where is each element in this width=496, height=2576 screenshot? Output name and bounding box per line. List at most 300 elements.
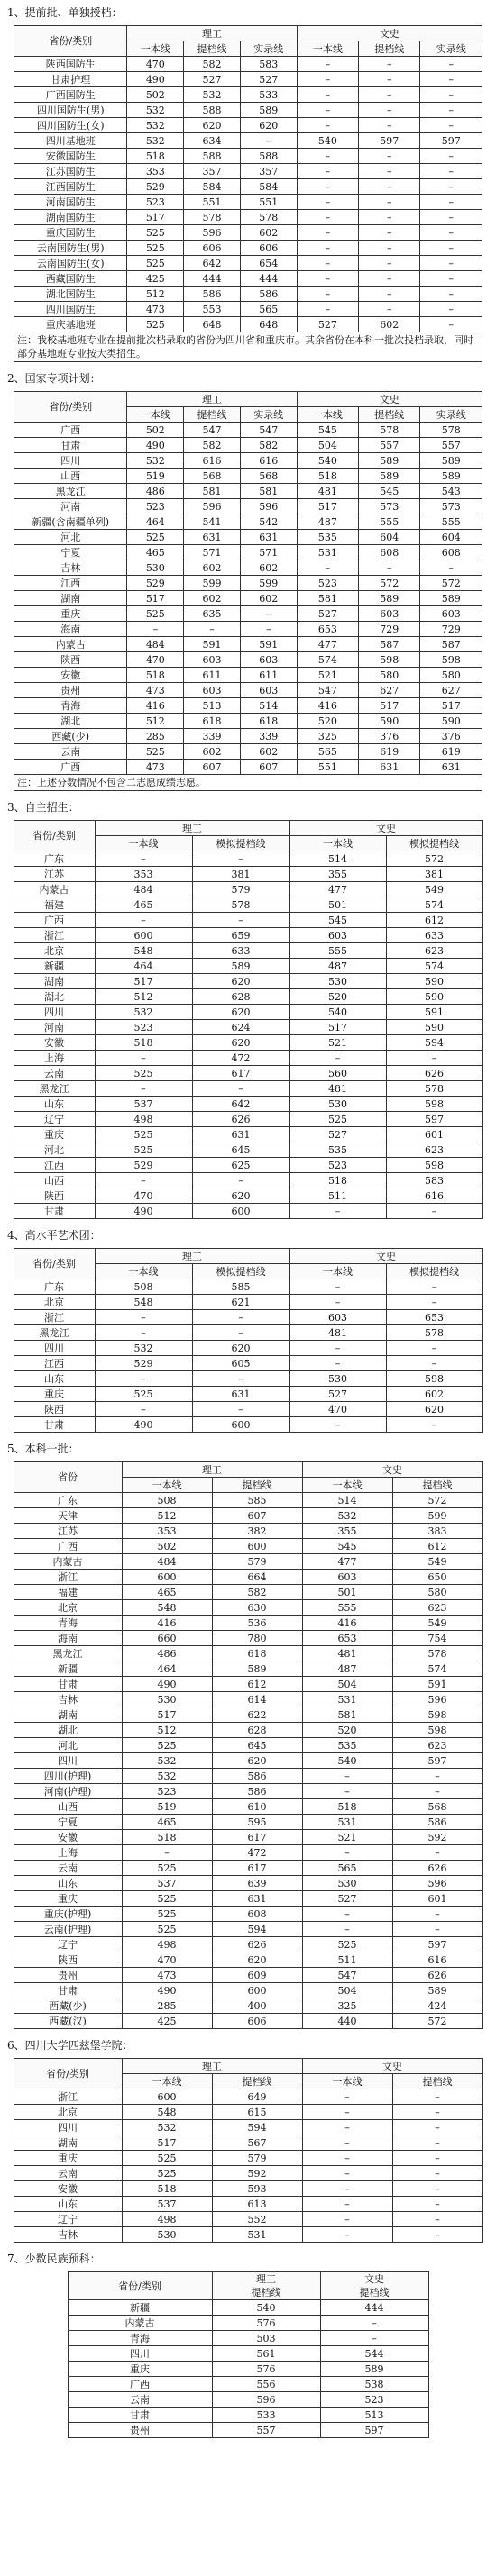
province-cell: 湖南国防生 xyxy=(14,210,127,225)
province-cell: 北京 xyxy=(14,1600,122,1616)
score-cell: – xyxy=(392,2227,482,2243)
score-cell: – xyxy=(392,1922,482,1937)
score-cell: – xyxy=(420,210,482,225)
score-cell: 621 xyxy=(192,1295,289,1310)
score-cell: 729 xyxy=(359,622,420,637)
score-cell: 465 xyxy=(127,545,184,560)
table-row xyxy=(14,1723,482,1738)
score-cell: 580 xyxy=(359,668,420,683)
table-row xyxy=(14,867,482,882)
score-cell: 633 xyxy=(192,943,289,959)
score-cell: – xyxy=(420,256,482,271)
score-cell: 487 xyxy=(302,1661,392,1677)
score-cell: – xyxy=(289,1279,386,1295)
score-cell: 574 xyxy=(386,897,482,913)
score-cell: 464 xyxy=(127,514,184,530)
sub-header: 模拟提档线 xyxy=(192,1264,289,1279)
score-cell: – xyxy=(359,164,420,179)
section-title: 5、本科一批： xyxy=(7,1443,79,1455)
province-cell: 安徽 xyxy=(14,2181,122,2197)
province-cell: 河北 xyxy=(14,1142,95,1158)
table-row xyxy=(14,729,482,744)
score-cell: 627 xyxy=(420,683,482,698)
score-cell: – xyxy=(127,622,184,637)
score-cell: 591 xyxy=(386,1005,482,1020)
score-cell: 616 xyxy=(184,453,241,469)
score-cell: 529 xyxy=(95,1356,192,1371)
province-cell: 广西 xyxy=(14,423,127,438)
province-cell: 河南(护理) xyxy=(14,1784,122,1799)
score-cell: 519 xyxy=(127,469,184,484)
score-cell: – xyxy=(386,1279,482,1295)
province-cell: 重庆 xyxy=(14,2151,122,2166)
province-cell: 甘肃 xyxy=(14,1204,95,1219)
sub-header: 一本线 xyxy=(297,41,358,57)
corner-header: 省份/类别 xyxy=(14,2059,122,2089)
score-cell: 626 xyxy=(212,1937,302,1952)
score-cell: – xyxy=(122,1845,212,1861)
score-cell: 517 xyxy=(420,698,482,714)
score-cell: 498 xyxy=(122,1937,212,1952)
score-cell: 587 xyxy=(359,637,420,652)
score-cell: 555 xyxy=(359,514,420,530)
score-cell: 586 xyxy=(392,1815,482,1830)
province-cell: 江西 xyxy=(14,576,127,591)
table-row xyxy=(14,606,482,622)
score-table xyxy=(14,1248,483,1433)
score-cell: 598 xyxy=(386,1371,482,1387)
table-row xyxy=(14,1188,482,1204)
score-cell: 600 xyxy=(95,928,192,943)
table-row xyxy=(14,1310,482,1325)
score-cell: 583 xyxy=(386,1173,482,1188)
score-cell: 586 xyxy=(184,287,241,302)
sub-header: 一本线 xyxy=(122,2074,212,2089)
province-cell: 浙江 xyxy=(14,1310,95,1325)
province-cell: 辽宁 xyxy=(14,1112,95,1127)
province-cell: 广西国防生 xyxy=(14,87,127,103)
score-cell: 518 xyxy=(297,469,358,484)
sub-header: 提档线 xyxy=(359,407,420,423)
table-row xyxy=(14,989,482,1005)
score-cell: 530 xyxy=(289,1097,386,1112)
score-cell: 477 xyxy=(302,1554,392,1570)
table-row xyxy=(14,438,482,453)
score-cell: – xyxy=(392,2120,482,2135)
province-cell: 辽宁 xyxy=(14,2212,122,2227)
score-cell: 544 xyxy=(320,2346,428,2362)
score-cell: 518 xyxy=(289,1173,386,1188)
province-cell: 黑龙江 xyxy=(14,1081,95,1097)
province-cell: 广西 xyxy=(14,1539,122,1554)
score-cell: 590 xyxy=(386,989,482,1005)
score-cell: 625 xyxy=(192,1158,289,1173)
score-cell: 596 xyxy=(392,1692,482,1707)
score-cell: 582 xyxy=(240,438,297,453)
score-cell: – xyxy=(386,1295,482,1310)
score-cell: 624 xyxy=(192,1020,289,1035)
group-header: 理工 xyxy=(95,1249,289,1264)
score-cell: – xyxy=(359,149,420,164)
province-cell: 贵州 xyxy=(68,2423,212,2438)
score-cell: 600 xyxy=(122,2089,212,2105)
score-cell: 568 xyxy=(392,1799,482,1815)
score-cell: 639 xyxy=(212,1876,302,1891)
header-row xyxy=(14,821,482,836)
table-row xyxy=(14,1539,482,1554)
table-note: 注：上述分数情况不包含二志愿成绩志愿。 xyxy=(14,775,482,791)
table-row xyxy=(14,637,482,652)
score-cell: 381 xyxy=(386,867,482,882)
score-cell: 606 xyxy=(184,241,241,256)
score-cell: – xyxy=(240,133,297,149)
table-row xyxy=(14,2120,482,2135)
sub-header: 提档线 xyxy=(184,407,241,423)
score-cell: 600 xyxy=(212,1539,302,1554)
score-cell: 416 xyxy=(127,698,184,714)
province-cell: 广东 xyxy=(14,1493,122,1508)
score-cell: 578 xyxy=(386,1325,482,1341)
score-cell: 642 xyxy=(184,256,241,271)
table-row xyxy=(14,1097,482,1112)
score-cell: 618 xyxy=(240,714,297,729)
province-cell: 湖北 xyxy=(14,1723,122,1738)
score-cell: 620 xyxy=(192,1341,289,1356)
score-cell: – xyxy=(359,560,420,576)
score-cell: 584 xyxy=(240,179,297,195)
score-cell: 542 xyxy=(240,514,297,530)
score-cell: 602 xyxy=(184,744,241,760)
table-row xyxy=(14,652,482,668)
table-row xyxy=(14,164,482,179)
table-row xyxy=(14,179,482,195)
score-cell: 600 xyxy=(212,1983,302,1998)
score-cell: – xyxy=(392,1907,482,1922)
score-cell: 540 xyxy=(302,1753,392,1769)
score-cell: 590 xyxy=(359,714,420,729)
score-cell: 616 xyxy=(386,1188,482,1204)
province-cell: 新疆 xyxy=(68,2300,212,2316)
score-cell: 602 xyxy=(240,744,297,760)
group-header xyxy=(212,2272,320,2300)
sub-header: 实录线 xyxy=(240,407,297,423)
table-row xyxy=(14,423,482,438)
score-cell: 588 xyxy=(240,149,297,164)
score-cell: – xyxy=(392,1769,482,1784)
group-header: 文史 xyxy=(289,821,482,836)
score-cell: 339 xyxy=(184,729,241,744)
score-cell: – xyxy=(297,225,358,241)
score-cell: 584 xyxy=(184,179,241,195)
score-cell: – xyxy=(297,87,358,103)
score-cell: 598 xyxy=(386,1158,482,1173)
table-row xyxy=(14,1769,482,1784)
province-cell: 湖南 xyxy=(14,1707,122,1723)
province-cell: 江西 xyxy=(14,1356,95,1371)
score-cell: 472 xyxy=(212,1845,302,1861)
score-cell: – xyxy=(95,1173,192,1188)
score-cell: 540 xyxy=(297,453,358,469)
table-row xyxy=(14,1081,482,1097)
province-cell: 重庆 xyxy=(14,1127,95,1142)
score-cell: – xyxy=(95,1325,192,1341)
score-cell: 620 xyxy=(212,1952,302,1968)
score-cell: 623 xyxy=(392,1600,482,1616)
score-cell: 545 xyxy=(289,913,386,928)
score-cell: 627 xyxy=(359,683,420,698)
score-cell: – xyxy=(297,256,358,271)
score-cell: 400 xyxy=(212,1998,302,2014)
score-cell: 473 xyxy=(127,683,184,698)
table-row xyxy=(14,1554,482,1570)
score-cell: 543 xyxy=(420,484,482,499)
score-cell: – xyxy=(192,1081,289,1097)
score-cell: 473 xyxy=(127,302,184,317)
score-cell: 484 xyxy=(95,882,192,897)
score-cell: 572 xyxy=(386,851,482,867)
score-cell: – xyxy=(359,210,420,225)
score-cell: 531 xyxy=(302,1815,392,1830)
province-cell: 广西 xyxy=(14,913,95,928)
table-row xyxy=(14,882,482,897)
corner-header: 省份/类别 xyxy=(14,392,127,423)
score-cell: – xyxy=(359,302,420,317)
table-row xyxy=(14,560,482,576)
score-cell: 617 xyxy=(212,1861,302,1876)
score-cell: – xyxy=(297,210,358,225)
score-cell: 578 xyxy=(386,1081,482,1097)
table-row xyxy=(14,287,482,302)
score-cell: – xyxy=(302,1907,392,1922)
score-cell: – xyxy=(359,271,420,287)
score-cell: – xyxy=(320,2316,428,2331)
score-cell: 490 xyxy=(95,1204,192,1219)
score-cell: – xyxy=(392,2105,482,2120)
score-cell: 481 xyxy=(289,1325,386,1341)
table-row xyxy=(14,1616,482,1631)
score-cell: 525 xyxy=(122,1907,212,1922)
score-cell: – xyxy=(192,1371,289,1387)
score-cell: 532 xyxy=(184,87,241,103)
score-cell: 525 xyxy=(127,256,184,271)
score-cell: 416 xyxy=(122,1616,212,1631)
province-cell: 云南 xyxy=(14,1861,122,1876)
table-row xyxy=(14,1325,482,1341)
table-row xyxy=(14,974,482,989)
score-cell: – xyxy=(184,622,241,637)
score-cell: 631 xyxy=(192,1387,289,1402)
score-cell: – xyxy=(289,1341,386,1356)
table-row xyxy=(14,302,482,317)
score-table xyxy=(14,820,483,1219)
table-row xyxy=(14,530,482,545)
score-cell: 473 xyxy=(127,760,184,775)
province-cell: 宁夏 xyxy=(14,545,127,560)
table-row xyxy=(68,2346,428,2362)
table-row xyxy=(14,1279,482,1295)
score-cell: 521 xyxy=(302,1830,392,1845)
score-cell: 597 xyxy=(392,1937,482,1952)
province-cell: 山东 xyxy=(14,1371,95,1387)
score-cell: 618 xyxy=(184,714,241,729)
score-cell: 578 xyxy=(240,210,297,225)
score-cell: 512 xyxy=(127,287,184,302)
group-header-line: 文史 xyxy=(364,2273,384,2285)
table-row xyxy=(14,1707,482,1723)
score-cell: – xyxy=(392,1784,482,1799)
score-cell: 477 xyxy=(289,882,386,897)
table-row xyxy=(14,668,482,683)
score-cell: – xyxy=(297,118,358,133)
province-cell: 湖南 xyxy=(14,974,95,989)
province-cell: 海南 xyxy=(14,1631,122,1646)
group-header-line: 提档线 xyxy=(359,2287,390,2298)
score-cell: – xyxy=(359,72,420,87)
score-cell: 578 xyxy=(359,423,420,438)
province-cell: 安徽 xyxy=(14,1830,122,1845)
table-row xyxy=(14,149,482,164)
corner-header: 省份/类别 xyxy=(14,821,95,851)
province-cell: 陕西 xyxy=(14,1952,122,1968)
province-cell: 河南 xyxy=(14,1020,95,1035)
score-cell: 648 xyxy=(240,317,297,332)
note-row xyxy=(14,332,482,362)
score-cell: 444 xyxy=(240,271,297,287)
table-row xyxy=(14,2212,482,2227)
table-row xyxy=(14,1585,482,1600)
sub-header: 实录线 xyxy=(240,41,297,57)
province-cell: 吉林 xyxy=(14,2227,122,2243)
score-cell: 355 xyxy=(302,1524,392,1539)
group-header: 文史 xyxy=(289,1249,482,1264)
score-cell: 581 xyxy=(184,484,241,499)
score-cell: 581 xyxy=(302,1707,392,1723)
province-cell: 安徽国防生 xyxy=(14,149,127,164)
table-row xyxy=(14,87,482,103)
corner-header: 省份/类别 xyxy=(68,2272,212,2300)
province-cell: 湖北 xyxy=(14,989,95,1005)
section-title: 7、少数民族预科： xyxy=(7,2253,101,2265)
province-cell: 吉林 xyxy=(14,560,127,576)
sub-header: 提档线 xyxy=(392,2074,482,2089)
score-cell: 605 xyxy=(192,1356,289,1371)
score-cell: 607 xyxy=(184,760,241,775)
score-cell: – xyxy=(420,164,482,179)
score-cell: 619 xyxy=(420,744,482,760)
sub-header: 实录线 xyxy=(420,407,482,423)
table-row xyxy=(14,1968,482,1983)
table-row xyxy=(14,210,482,225)
header-row xyxy=(14,1462,482,1478)
score-cell: 487 xyxy=(289,959,386,974)
score-cell: – xyxy=(359,195,420,210)
province-cell: 云南 xyxy=(68,2392,212,2408)
table-row xyxy=(14,1830,482,1845)
province-cell: 云南 xyxy=(14,1066,95,1081)
score-cell: 588 xyxy=(184,149,241,164)
score-cell: 594 xyxy=(212,2120,302,2135)
score-cell: – xyxy=(240,606,297,622)
score-cell: 511 xyxy=(302,1952,392,1968)
score-cell: – xyxy=(302,2212,392,2227)
table-row xyxy=(14,499,482,514)
score-cell: – xyxy=(359,225,420,241)
sub-header: 提档线 xyxy=(212,2074,302,2089)
score-cell: 616 xyxy=(240,453,297,469)
score-cell: – xyxy=(302,2181,392,2197)
score-cell: – xyxy=(95,913,192,928)
score-cell: 325 xyxy=(302,1998,392,2014)
table-row xyxy=(14,760,482,775)
table-row xyxy=(14,2181,482,2197)
score-cell: – xyxy=(297,302,358,317)
province-cell: 云南 xyxy=(14,2166,122,2181)
province-cell: 甘肃 xyxy=(14,1417,95,1433)
score-cell: 620 xyxy=(192,1035,289,1051)
table-row xyxy=(14,1051,482,1066)
score-cell: – xyxy=(420,72,482,87)
score-cell: – xyxy=(359,57,420,72)
score-cell: – xyxy=(420,241,482,256)
score-cell: – xyxy=(392,2181,482,2197)
score-cell: 607 xyxy=(212,1508,302,1524)
province-cell: 重庆国防生 xyxy=(14,225,127,241)
province-cell: 山东 xyxy=(14,1876,122,1891)
score-cell: 525 xyxy=(95,1142,192,1158)
score-cell: 606 xyxy=(212,2014,302,2029)
score-cell: 470 xyxy=(289,1402,386,1417)
province-cell: 山东 xyxy=(14,2197,122,2212)
score-cell: 517 xyxy=(359,698,420,714)
score-cell: – xyxy=(302,2227,392,2243)
score-cell: 660 xyxy=(122,1631,212,1646)
score-cell: 617 xyxy=(192,1066,289,1081)
score-cell: – xyxy=(95,1081,192,1097)
score-cell: 598 xyxy=(392,1723,482,1738)
score-cell: 568 xyxy=(184,469,241,484)
score-cell: – xyxy=(386,1356,482,1371)
score-cell: 602 xyxy=(240,225,297,241)
score-cell: 589 xyxy=(359,453,420,469)
score-cell: 650 xyxy=(392,1570,482,1585)
table-row xyxy=(14,1861,482,1876)
score-cell: 583 xyxy=(240,57,297,72)
score-cell: – xyxy=(240,622,297,637)
score-cell: 630 xyxy=(212,1600,302,1616)
table-row xyxy=(14,851,482,867)
table-row xyxy=(14,1524,482,1539)
score-cell: 525 xyxy=(122,2166,212,2181)
score-cell: 610 xyxy=(212,1799,302,1815)
score-cell: 501 xyxy=(289,897,386,913)
score-cell: 504 xyxy=(302,1677,392,1692)
province-cell: 江西 xyxy=(14,1158,95,1173)
score-cell: 530 xyxy=(302,1876,392,1891)
score-cell: 537 xyxy=(122,1876,212,1891)
score-cell: 594 xyxy=(386,1035,482,1051)
score-cell: – xyxy=(392,2166,482,2181)
score-cell: 613 xyxy=(212,2197,302,2212)
province-cell: 青海 xyxy=(68,2331,212,2346)
score-cell: 532 xyxy=(127,103,184,118)
table-row xyxy=(14,2105,482,2120)
score-cell: 425 xyxy=(122,2014,212,2029)
score-cell: 525 xyxy=(122,1738,212,1753)
score-cell: 545 xyxy=(297,423,358,438)
score-cell: – xyxy=(297,72,358,87)
score-cell: 525 xyxy=(127,530,184,545)
score-cell: 540 xyxy=(289,1005,386,1020)
